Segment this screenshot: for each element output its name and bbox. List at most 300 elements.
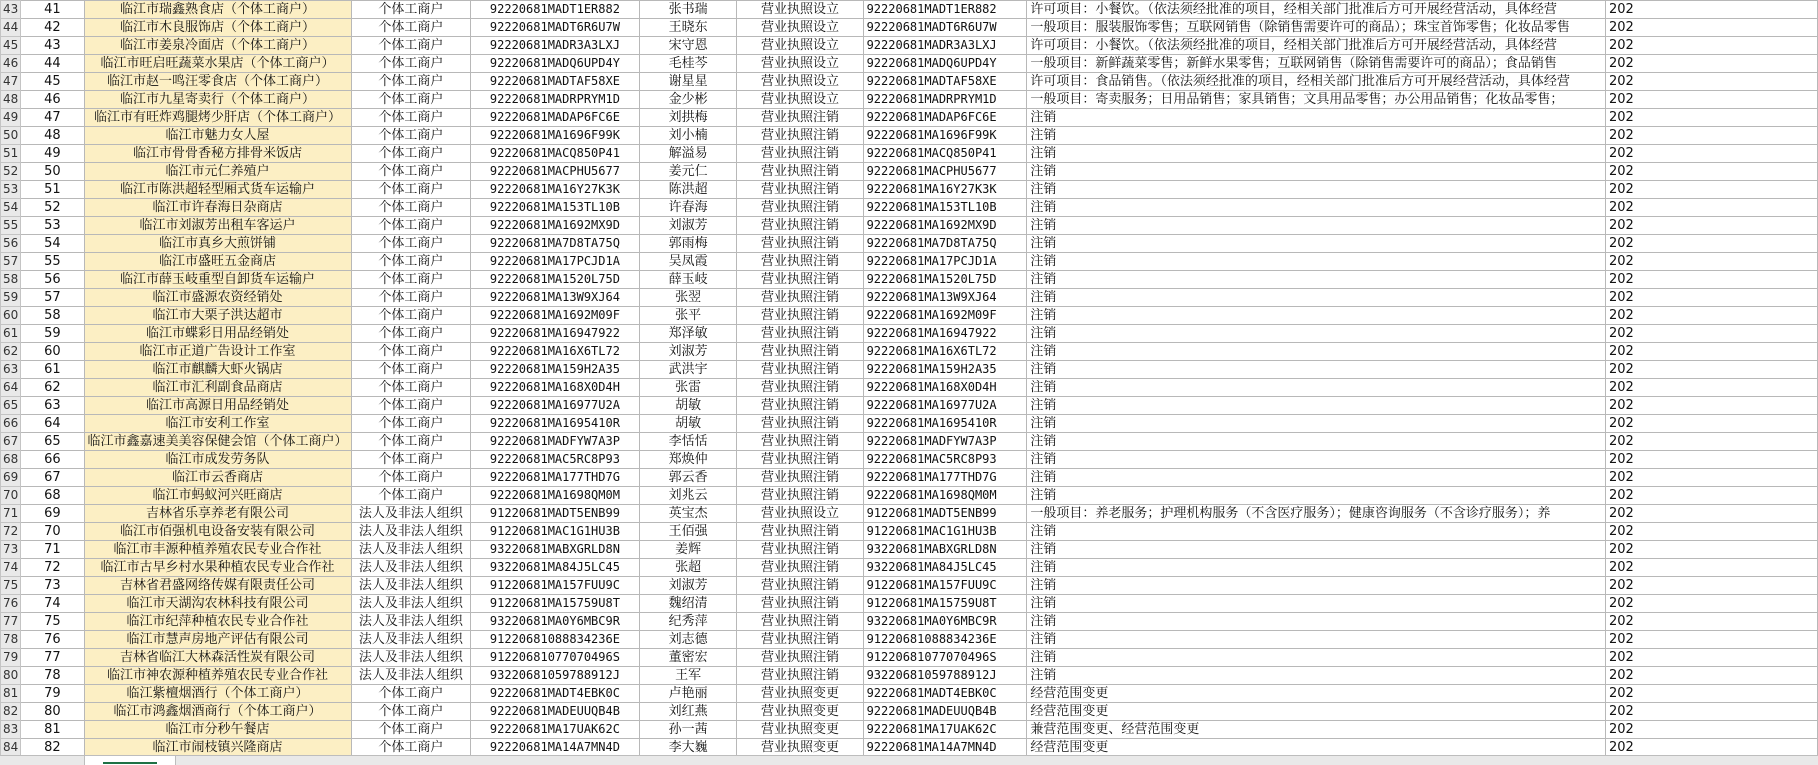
cell-credit-code[interactable]: 91220681088834236E xyxy=(471,631,640,649)
row-header[interactable]: 44 xyxy=(1,19,21,37)
cell-credit-code[interactable]: 92220681MA153TL10B xyxy=(471,199,640,217)
cell-index[interactable]: 45 xyxy=(21,73,84,91)
cell-type[interactable]: 个体工商户 xyxy=(351,469,471,487)
cell-credit-code[interactable]: 92220681MA17PCJD1A xyxy=(471,253,640,271)
cell-content[interactable]: 注销 xyxy=(1027,145,1606,163)
cell-date[interactable]: 202 xyxy=(1605,667,1817,685)
cell-credit-code-2[interactable]: 92220681MA16977U2A xyxy=(863,397,1027,415)
cell-credit-code[interactable]: 92220681MA16977U2A xyxy=(471,397,640,415)
cell-action[interactable]: 营业执照注销 xyxy=(737,559,863,577)
cell-person[interactable]: 姜辉 xyxy=(639,541,737,559)
cell-type[interactable]: 个体工商户 xyxy=(351,379,471,397)
cell-content[interactable]: 注销 xyxy=(1027,361,1606,379)
cell-name[interactable]: 临江市鸿鑫烟酒商行（个体工商户） xyxy=(84,703,351,721)
cell-credit-code[interactable]: 92220681MADT4EBK0C xyxy=(471,685,640,703)
cell-type[interactable]: 个体工商户 xyxy=(351,163,471,181)
cell-index[interactable]: 76 xyxy=(21,631,84,649)
cell-credit-code-2[interactable]: 92220681MA159H2A35 xyxy=(863,361,1027,379)
row-header[interactable]: 52 xyxy=(1,163,21,181)
cell-action[interactable]: 营业执照注销 xyxy=(737,595,863,613)
cell-content[interactable]: 注销 xyxy=(1027,379,1606,397)
cell-name[interactable]: 临江市盛旺五金商店 xyxy=(84,253,351,271)
cell-action[interactable]: 营业执照设立 xyxy=(737,505,863,523)
cell-action[interactable]: 营业执照注销 xyxy=(737,181,863,199)
cell-person[interactable]: 卢艳丽 xyxy=(639,685,737,703)
cell-credit-code[interactable]: 92220681MADR3A3LXJ xyxy=(471,37,640,55)
cell-person[interactable]: 宋守恩 xyxy=(639,37,737,55)
cell-credit-code-2[interactable]: 92220681MADQ6UPD4Y xyxy=(863,55,1027,73)
row-header[interactable]: 45 xyxy=(1,37,21,55)
cell-person[interactable]: 英宝杰 xyxy=(639,505,737,523)
cell-person[interactable]: 刘淑芳 xyxy=(639,343,737,361)
cell-name[interactable]: 临江市刘淑芳出租车客运户 xyxy=(84,217,351,235)
cell-type[interactable]: 个体工商户 xyxy=(351,127,471,145)
row-header[interactable]: 77 xyxy=(1,613,21,631)
cell-action[interactable]: 营业执照注销 xyxy=(737,235,863,253)
cell-credit-code[interactable]: 92220681MA1520L75D xyxy=(471,271,640,289)
cell-index[interactable]: 80 xyxy=(21,703,84,721)
cell-person[interactable]: 谢星星 xyxy=(639,73,737,91)
cell-index[interactable]: 53 xyxy=(21,217,84,235)
cell-person[interactable]: 刘淑芳 xyxy=(639,217,737,235)
row-header[interactable]: 82 xyxy=(1,703,21,721)
cell-index[interactable]: 46 xyxy=(21,91,84,109)
cell-date[interactable]: 202 xyxy=(1605,451,1817,469)
cell-index[interactable]: 74 xyxy=(21,595,84,613)
cell-action[interactable]: 营业执照注销 xyxy=(737,217,863,235)
cell-content[interactable]: 注销 xyxy=(1027,343,1606,361)
cell-person[interactable]: 刘拱梅 xyxy=(639,109,737,127)
cell-name[interactable]: 临江市薛玉岐重型自卸货车运输户 xyxy=(84,271,351,289)
cell-credit-code-2[interactable]: 92220681MA1520L75D xyxy=(863,271,1027,289)
cell-type[interactable]: 个体工商户 xyxy=(351,397,471,415)
cell-credit-code-2[interactable]: 92220681MA153TL10B xyxy=(863,199,1027,217)
row-header[interactable]: 68 xyxy=(1,451,21,469)
cell-type[interactable]: 个体工商户 xyxy=(351,685,471,703)
cell-type[interactable]: 法人及非法人组织 xyxy=(351,667,471,685)
cell-credit-code-2[interactable]: 92220681MADFYW7A3P xyxy=(863,433,1027,451)
cell-action[interactable]: 营业执照设立 xyxy=(737,1,863,19)
cell-index[interactable]: 61 xyxy=(21,361,84,379)
cell-credit-code-2[interactable]: 92220681MADT4EBK0C xyxy=(863,685,1027,703)
cell-index[interactable]: 67 xyxy=(21,469,84,487)
cell-name[interactable]: 临江市正道广告设计工作室 xyxy=(84,343,351,361)
cell-content[interactable]: 注销 xyxy=(1027,235,1606,253)
cell-credit-code-2[interactable]: 91220681MA15759U8T xyxy=(863,595,1027,613)
cell-credit-code-2[interactable]: 92220681MA1692M09F xyxy=(863,307,1027,325)
cell-date[interactable]: 202 xyxy=(1605,397,1817,415)
cell-action[interactable]: 营业执照注销 xyxy=(737,433,863,451)
cell-date[interactable]: 202 xyxy=(1605,1,1817,19)
cell-credit-code[interactable]: 92220681MA17UAK62C xyxy=(471,721,640,739)
cell-credit-code[interactable]: 92220681MA1698QM0M xyxy=(471,487,640,505)
row-header[interactable]: 51 xyxy=(1,145,21,163)
cell-content[interactable]: 经营范围变更 xyxy=(1027,739,1606,756)
cell-content[interactable]: 注销 xyxy=(1027,487,1606,505)
cell-credit-code-2[interactable]: 92220681MA14A7MN4D xyxy=(863,739,1027,756)
row-header[interactable]: 75 xyxy=(1,577,21,595)
cell-person[interactable]: 胡敏 xyxy=(639,415,737,433)
cell-action[interactable]: 营业执照注销 xyxy=(737,631,863,649)
cell-credit-code[interactable]: 93220681059788912J xyxy=(471,667,640,685)
cell-date[interactable]: 202 xyxy=(1605,145,1817,163)
cell-credit-code-2[interactable]: 92220681MACQ850P41 xyxy=(863,145,1027,163)
cell-credit-code-2[interactable]: 92220681MACPHU5677 xyxy=(863,163,1027,181)
cell-name[interactable]: 临江市瑞鑫熟食店（个体工商户） xyxy=(84,1,351,19)
cell-credit-code[interactable]: 92220681MA1692MX9D xyxy=(471,217,640,235)
cell-type[interactable]: 个体工商户 xyxy=(351,181,471,199)
cell-action[interactable]: 营业执照变更 xyxy=(737,739,863,756)
cell-person[interactable]: 刘兆云 xyxy=(639,487,737,505)
row-header[interactable]: 69 xyxy=(1,469,21,487)
cell-credit-code[interactable]: 91220681MA15759U8T xyxy=(471,595,640,613)
cell-credit-code[interactable]: 91220681MAC1G1HU3B xyxy=(471,523,640,541)
cell-content[interactable]: 注销 xyxy=(1027,415,1606,433)
row-header[interactable]: 73 xyxy=(1,541,21,559)
cell-credit-code[interactable]: 92220681MA14A7MN4D xyxy=(471,739,640,756)
cell-credit-code[interactable]: 92220681MA1692M09F xyxy=(471,307,640,325)
cell-person[interactable]: 解溢易 xyxy=(639,145,737,163)
row-header[interactable]: 48 xyxy=(1,91,21,109)
cell-content[interactable]: 注销 xyxy=(1027,307,1606,325)
row-header[interactable]: 59 xyxy=(1,289,21,307)
cell-type[interactable]: 法人及非法人组织 xyxy=(351,577,471,595)
cell-action[interactable]: 营业执照设立 xyxy=(737,19,863,37)
cell-date[interactable]: 202 xyxy=(1605,541,1817,559)
cell-name[interactable]: 临江市大栗子洪达超市 xyxy=(84,307,351,325)
cell-action[interactable]: 营业执照注销 xyxy=(737,541,863,559)
cell-name[interactable]: 临江市丰源种植养殖农民专业合作社 xyxy=(84,541,351,559)
cell-person[interactable]: 董密宏 xyxy=(639,649,737,667)
cell-date[interactable]: 202 xyxy=(1605,505,1817,523)
cell-content[interactable]: 注销 xyxy=(1027,397,1606,415)
cell-credit-code[interactable]: 92220681MACQ850P41 xyxy=(471,145,640,163)
cell-index[interactable]: 64 xyxy=(21,415,84,433)
cell-credit-code-2[interactable]: 91220681MA157FUU9C xyxy=(863,577,1027,595)
cell-credit-code[interactable]: 92220681MA7D8TA75Q xyxy=(471,235,640,253)
cell-date[interactable]: 202 xyxy=(1605,163,1817,181)
row-header[interactable]: 55 xyxy=(1,217,21,235)
row-header[interactable]: 66 xyxy=(1,415,21,433)
cell-index[interactable]: 72 xyxy=(21,559,84,577)
cell-person[interactable]: 薛玉岐 xyxy=(639,271,737,289)
cell-credit-code-2[interactable]: 91220681MADT5ENB99 xyxy=(863,505,1027,523)
cell-action[interactable]: 营业执照注销 xyxy=(737,415,863,433)
cell-type[interactable]: 个体工商户 xyxy=(351,19,471,37)
cell-index[interactable]: 62 xyxy=(21,379,84,397)
cell-date[interactable]: 202 xyxy=(1605,685,1817,703)
cell-credit-code-2[interactable]: 91220681088834236E xyxy=(863,631,1027,649)
cell-content[interactable]: 一般项目：养老服务；护理机构服务（不含医疗服务）；健康咨询服务（不含诊疗服务）；养 xyxy=(1027,505,1606,523)
cell-person[interactable]: 郭雨梅 xyxy=(639,235,737,253)
cell-type[interactable]: 个体工商户 xyxy=(351,415,471,433)
cell-action[interactable]: 营业执照注销 xyxy=(737,289,863,307)
cell-action[interactable]: 营业执照注销 xyxy=(737,307,863,325)
cell-index[interactable]: 82 xyxy=(21,739,84,756)
row-header[interactable]: 63 xyxy=(1,361,21,379)
row-header[interactable]: 70 xyxy=(1,487,21,505)
cell-credit-code[interactable]: 92220681MADFYW7A3P xyxy=(471,433,640,451)
row-header[interactable]: 78 xyxy=(1,631,21,649)
cell-credit-code[interactable]: 92220681MA16X6TL72 xyxy=(471,343,640,361)
cell-name[interactable]: 临江市蚂蚁河兴旺商店 xyxy=(84,487,351,505)
cell-person[interactable]: 刘志德 xyxy=(639,631,737,649)
cell-index[interactable]: 56 xyxy=(21,271,84,289)
cell-type[interactable]: 个体工商户 xyxy=(351,55,471,73)
cell-credit-code-2[interactable]: 92220681MADAP6FC6E xyxy=(863,109,1027,127)
cell-name[interactable]: 临江市成发劳务队 xyxy=(84,451,351,469)
cell-index[interactable]: 48 xyxy=(21,127,84,145)
cell-date[interactable]: 202 xyxy=(1605,253,1817,271)
cell-index[interactable]: 65 xyxy=(21,433,84,451)
cell-credit-code[interactable]: 92220681MA13W9XJ64 xyxy=(471,289,640,307)
cell-person[interactable]: 王军 xyxy=(639,667,737,685)
cell-person[interactable]: 魏绍清 xyxy=(639,595,737,613)
cell-content[interactable]: 经营范围变更 xyxy=(1027,703,1606,721)
cell-action[interactable]: 营业执照注销 xyxy=(737,397,863,415)
cell-date[interactable]: 202 xyxy=(1605,415,1817,433)
cell-date[interactable]: 202 xyxy=(1605,271,1817,289)
cell-name[interactable]: 临江市闹枝镇兴隆商店 xyxy=(84,739,351,756)
cell-person[interactable]: 姜元仁 xyxy=(639,163,737,181)
row-header[interactable]: 49 xyxy=(1,109,21,127)
cell-action[interactable]: 营业执照变更 xyxy=(737,703,863,721)
cell-index[interactable]: 70 xyxy=(21,523,84,541)
cell-content[interactable]: 注销 xyxy=(1027,271,1606,289)
cell-content[interactable]: 注销 xyxy=(1027,433,1606,451)
cell-date[interactable]: 202 xyxy=(1605,91,1817,109)
cell-index[interactable]: 68 xyxy=(21,487,84,505)
cell-action[interactable]: 营业执照设立 xyxy=(737,91,863,109)
cell-action[interactable]: 营业执照注销 xyxy=(737,325,863,343)
cell-type[interactable]: 个体工商户 xyxy=(351,199,471,217)
cell-credit-code-2[interactable]: 93220681059788912J xyxy=(863,667,1027,685)
cell-action[interactable]: 营业执照设立 xyxy=(737,37,863,55)
cell-content[interactable]: 注销 xyxy=(1027,325,1606,343)
cell-content[interactable]: 兼营范围变更、经营范围变更 xyxy=(1027,721,1606,739)
cell-action[interactable]: 营业执照注销 xyxy=(737,523,863,541)
row-header[interactable]: 83 xyxy=(1,721,21,739)
cell-person[interactable]: 郭云香 xyxy=(639,469,737,487)
cell-type[interactable]: 个体工商户 xyxy=(351,235,471,253)
cell-date[interactable]: 202 xyxy=(1605,199,1817,217)
row-header[interactable]: 50 xyxy=(1,127,21,145)
cell-name[interactable]: 临江紫檀烟酒行（个体工商户） xyxy=(84,685,351,703)
cell-type[interactable]: 个体工商户 xyxy=(351,361,471,379)
cell-content[interactable]: 注销 xyxy=(1027,649,1606,667)
cell-action[interactable]: 营业执照注销 xyxy=(737,361,863,379)
cell-type[interactable]: 个体工商户 xyxy=(351,73,471,91)
cell-person[interactable]: 刘淑芳 xyxy=(639,577,737,595)
cell-index[interactable]: 41 xyxy=(21,1,84,19)
row-header[interactable]: 54 xyxy=(1,199,21,217)
cell-name[interactable]: 临江市慧声房地产评估有限公司 xyxy=(84,631,351,649)
cell-content[interactable]: 注销 xyxy=(1027,451,1606,469)
cell-name[interactable]: 吉林省君盛网络传媒有限责任公司 xyxy=(84,577,351,595)
cell-credit-code-2[interactable]: 92220681MADT1ER882 xyxy=(863,1,1027,19)
cell-person[interactable]: 王佰强 xyxy=(639,523,737,541)
cell-index[interactable]: 52 xyxy=(21,199,84,217)
cell-date[interactable]: 202 xyxy=(1605,325,1817,343)
cell-date[interactable]: 202 xyxy=(1605,289,1817,307)
cell-index[interactable]: 42 xyxy=(21,19,84,37)
cell-name[interactable]: 临江市高源日用品经销处 xyxy=(84,397,351,415)
cell-credit-code[interactable]: 92220681MA16Y27K3K xyxy=(471,181,640,199)
cell-action[interactable]: 营业执照设立 xyxy=(737,55,863,73)
cell-type[interactable]: 个体工商户 xyxy=(351,109,471,127)
cell-type[interactable]: 个体工商户 xyxy=(351,433,471,451)
cell-name[interactable]: 临江市云香商店 xyxy=(84,469,351,487)
cell-date[interactable]: 202 xyxy=(1605,721,1817,739)
cell-person[interactable]: 金少彬 xyxy=(639,91,737,109)
cell-index[interactable]: 69 xyxy=(21,505,84,523)
cell-content[interactable]: 许可项目：小餐饮。（依法须经批准的项目，经相关部门批准后方可开展经营活动，具体经营 xyxy=(1027,37,1606,55)
cell-person[interactable]: 吴凤霞 xyxy=(639,253,737,271)
cell-name[interactable]: 吉林省乐享养老有限公司 xyxy=(84,505,351,523)
cell-index[interactable]: 55 xyxy=(21,253,84,271)
cell-date[interactable]: 202 xyxy=(1605,127,1817,145)
cell-name[interactable]: 临江市安利工作室 xyxy=(84,415,351,433)
cell-date[interactable]: 202 xyxy=(1605,649,1817,667)
cell-credit-code[interactable]: 92220681MADTAF58XE xyxy=(471,73,640,91)
cell-date[interactable]: 202 xyxy=(1605,37,1817,55)
cell-index[interactable]: 75 xyxy=(21,613,84,631)
cell-action[interactable]: 营业执照注销 xyxy=(737,487,863,505)
cell-content[interactable]: 注销 xyxy=(1027,181,1606,199)
row-header[interactable]: 56 xyxy=(1,235,21,253)
cell-credit-code-2[interactable]: 91220681MAC1G1HU3B xyxy=(863,523,1027,541)
cell-name[interactable]: 临江市麒麟大虾火锅店 xyxy=(84,361,351,379)
cell-person[interactable]: 李大巍 xyxy=(639,739,737,756)
cell-credit-code[interactable]: 92220681MAC5RC8P93 xyxy=(471,451,640,469)
cell-person[interactable]: 胡敏 xyxy=(639,397,737,415)
cell-content[interactable]: 注销 xyxy=(1027,253,1606,271)
cell-credit-code-2[interactable]: 92220681MAC5RC8P93 xyxy=(863,451,1027,469)
row-header[interactable]: 84 xyxy=(1,739,21,756)
cell-credit-code-2[interactable]: 92220681MA16Y27K3K xyxy=(863,181,1027,199)
cell-content[interactable]: 许可项目：食品销售。（依法须经批准的项目，经相关部门批准后方可开展经营活动，具体经营 xyxy=(1027,73,1606,91)
cell-credit-code-2[interactable]: 92220681MADRPRYM1D xyxy=(863,91,1027,109)
cell-credit-code-2[interactable]: 92220681MADR3A3LXJ xyxy=(863,37,1027,55)
cell-action[interactable]: 营业执照注销 xyxy=(737,127,863,145)
cell-credit-code-2[interactable]: 93220681MABXGRLD8N xyxy=(863,541,1027,559)
cell-date[interactable]: 202 xyxy=(1605,217,1817,235)
cell-type[interactable]: 个体工商户 xyxy=(351,289,471,307)
cell-credit-code[interactable]: 92220681MA16947922 xyxy=(471,325,640,343)
cell-person[interactable]: 张书瑞 xyxy=(639,1,737,19)
row-header[interactable]: 61 xyxy=(1,325,21,343)
cell-action[interactable]: 营业执照注销 xyxy=(737,271,863,289)
cell-person[interactable]: 毛桂芩 xyxy=(639,55,737,73)
cell-date[interactable]: 202 xyxy=(1605,235,1817,253)
cell-action[interactable]: 营业执照注销 xyxy=(737,343,863,361)
cell-index[interactable]: 57 xyxy=(21,289,84,307)
cell-date[interactable]: 202 xyxy=(1605,307,1817,325)
cell-action[interactable]: 营业执照注销 xyxy=(737,469,863,487)
cell-credit-code-2[interactable]: 92220681MA16X6TL72 xyxy=(863,343,1027,361)
cell-person[interactable]: 许春海 xyxy=(639,199,737,217)
row-header[interactable]: 57 xyxy=(1,253,21,271)
cell-name[interactable]: 临江市骨骨香秘方排骨米饭店 xyxy=(84,145,351,163)
cell-name[interactable]: 临江市元仁养殖户 xyxy=(84,163,351,181)
cell-content[interactable]: 许可项目：小餐饮。（依法须经批准的项目，经相关部门批准后方可开展经营活动，具体经营 xyxy=(1027,1,1606,19)
cell-person[interactable]: 孙一茜 xyxy=(639,721,737,739)
row-header[interactable]: 74 xyxy=(1,559,21,577)
cell-credit-code[interactable]: 92220681MA177THD7G xyxy=(471,469,640,487)
cell-content[interactable]: 注销 xyxy=(1027,595,1606,613)
row-header[interactable]: 53 xyxy=(1,181,21,199)
cell-credit-code-2[interactable]: 92220681MA1692MX9D xyxy=(863,217,1027,235)
cell-content[interactable]: 注销 xyxy=(1027,109,1606,127)
row-header[interactable]: 80 xyxy=(1,667,21,685)
cell-person[interactable]: 王晓东 xyxy=(639,19,737,37)
cell-credit-code[interactable]: 92220681MADEUUQB4B xyxy=(471,703,640,721)
cell-date[interactable]: 202 xyxy=(1605,109,1817,127)
cell-content[interactable]: 一般项目：服装服饰零售；互联网销售（除销售需要许可的商品）；珠宝首饰零售；化妆品零售 xyxy=(1027,19,1606,37)
cell-content[interactable]: 注销 xyxy=(1027,541,1606,559)
cell-content[interactable]: 经营范围变更 xyxy=(1027,685,1606,703)
cell-type[interactable]: 法人及非法人组织 xyxy=(351,631,471,649)
cell-content[interactable]: 一般项目：新鲜蔬菜零售；新鲜水果零售；互联网销售（除销售需要许可的商品）；食品销售 xyxy=(1027,55,1606,73)
cell-name[interactable]: 临江市鑫嘉速美美容保健会馆（个体工商户） xyxy=(84,433,351,451)
cell-date[interactable]: 202 xyxy=(1605,343,1817,361)
cell-name[interactable]: 临江市天湖沟农林科技有限公司 xyxy=(84,595,351,613)
cell-credit-code[interactable]: 92220681MA168X0D4H xyxy=(471,379,640,397)
cell-content[interactable]: 注销 xyxy=(1027,199,1606,217)
cell-name[interactable]: 临江市蝶彩日用品经销处 xyxy=(84,325,351,343)
cell-type[interactable]: 法人及非法人组织 xyxy=(351,559,471,577)
cell-name[interactable]: 临江市魅力女人屋 xyxy=(84,127,351,145)
cell-name[interactable]: 临江市旺启旺蔬菜水果店（个体工商户） xyxy=(84,55,351,73)
cell-action[interactable]: 营业执照注销 xyxy=(737,109,863,127)
row-header[interactable]: 62 xyxy=(1,343,21,361)
cell-index[interactable]: 50 xyxy=(21,163,84,181)
cell-date[interactable]: 202 xyxy=(1605,433,1817,451)
cell-type[interactable]: 个体工商户 xyxy=(351,739,471,756)
cell-name[interactable]: 临江市真乡大煎饼铺 xyxy=(84,235,351,253)
cell-person[interactable]: 郑焕仲 xyxy=(639,451,737,469)
cell-credit-code-2[interactable]: 92220681MA168X0D4H xyxy=(863,379,1027,397)
cell-name[interactable]: 临江市古早乡村水果种植农民专业合作社 xyxy=(84,559,351,577)
cell-credit-code[interactable]: 92220681MADQ6UPD4Y xyxy=(471,55,640,73)
cell-person[interactable]: 陈洪超 xyxy=(639,181,737,199)
cell-credit-code-2[interactable]: 92220681MA7D8TA75Q xyxy=(863,235,1027,253)
cell-credit-code[interactable]: 92220681MACPHU5677 xyxy=(471,163,640,181)
cell-credit-code[interactable]: 92220681MA159H2A35 xyxy=(471,361,640,379)
row-header[interactable]: 64 xyxy=(1,379,21,397)
cell-action[interactable]: 营业执照注销 xyxy=(737,253,863,271)
cell-credit-code[interactable]: 92220681MA1695410R xyxy=(471,415,640,433)
cell-name[interactable]: 临江市神农源种植养殖农民专业合作社 xyxy=(84,667,351,685)
cell-date[interactable]: 202 xyxy=(1605,559,1817,577)
row-header[interactable]: 79 xyxy=(1,649,21,667)
row-header[interactable]: 76 xyxy=(1,595,21,613)
cell-content[interactable]: 一般项目：寄卖服务；日用品销售；家具销售；文具用品零售；办公用品销售；化妆品零售； xyxy=(1027,91,1606,109)
cell-content[interactable]: 注销 xyxy=(1027,469,1606,487)
cell-action[interactable]: 营业执照注销 xyxy=(737,649,863,667)
cell-action[interactable]: 营业执照变更 xyxy=(737,721,863,739)
cell-date[interactable]: 202 xyxy=(1605,613,1817,631)
cell-name[interactable]: 临江市陈洪超轻型厢式货车运输户 xyxy=(84,181,351,199)
cell-content[interactable]: 注销 xyxy=(1027,613,1606,631)
cell-action[interactable]: 营业执照注销 xyxy=(737,163,863,181)
row-header[interactable]: 60 xyxy=(1,307,21,325)
cell-credit-code[interactable]: 93220681MABXGRLD8N xyxy=(471,541,640,559)
cell-action[interactable]: 营业执照注销 xyxy=(737,667,863,685)
cell-date[interactable]: 202 xyxy=(1605,469,1817,487)
cell-type[interactable]: 个体工商户 xyxy=(351,325,471,343)
cell-credit-code-2[interactable]: 92220681MADT6R6U7W xyxy=(863,19,1027,37)
